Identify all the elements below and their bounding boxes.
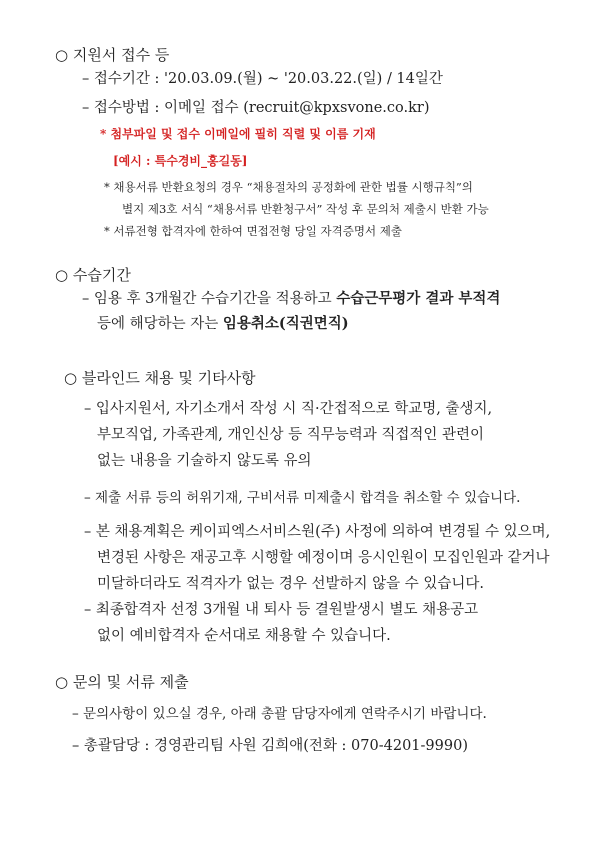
contact-line1: – 문의사항이 있으실 경우, 아래 총괄 담당자에게 연락주시기 바랍니다. xyxy=(72,706,487,722)
probation-line2-text: 등에 해당하는 자는 xyxy=(97,316,223,332)
blind-item4-line1: – 최종합격자 선정 3개월 내 퇴사 등 결원발생시 별도 채용공고 xyxy=(84,602,479,618)
certificate-note: * 서류전형 합격자에 한하여 면접전형 당일 자격증명서 제출 xyxy=(104,224,402,238)
return-note-line1: * 채용서류 반환요청의 경우 “채용절차의 공정화에 관한 법률 시행규칙”의 xyxy=(104,180,473,194)
blind-item1-line2: 부모직업, 가족관계, 개인신상 등 직무능력과 직접적인 관련이 xyxy=(97,427,485,443)
section-heading-receipt: ○ 지원서 접수 등 xyxy=(55,46,170,64)
blind-item1-line1: – 입사지원서, 자기소개서 작성 시 직·간접적으로 학교명, 출생지, xyxy=(84,401,493,417)
blind-item3-line2: 변경된 사항은 재공고후 시행할 예정이며 응시인원이 모집인원과 같거나 xyxy=(97,550,550,566)
return-note-line2: 별지 제3호 서식 “채용서류 반환청구서” 작성 후 문의처 제출시 반환 가능 xyxy=(122,202,489,216)
probation-line2 xyxy=(97,315,349,333)
blind-item2: – 제출 서류 등의 허위기재, 구비서류 미제출시 합격을 취소할 수 있습니다. xyxy=(84,490,521,506)
blind-item3-line1: – 본 채용계획은 케이피엑스서비스원(주) 사정에 의하여 변경될 수 있으며, xyxy=(84,524,551,540)
probation-line1-emphasis: 수습근무평가 결과 부적격 xyxy=(336,290,501,307)
receipt-method: – 접수방법 : 이메일 접수 (recruit@kpxsvone.co.kr) xyxy=(82,100,430,116)
receipt-period: – 접수기간 : '20.03.09.(월) ~ '20.03.22.(일) / 14일간 xyxy=(82,71,443,87)
section-heading-probation: ○ 수습기간 xyxy=(55,266,131,284)
section-heading-contact: ○ 문의 및 서류 제출 xyxy=(55,673,189,691)
attachment-notice: * 첨부파일 및 접수 이메일에 필히 직렬 및 이름 기재 xyxy=(100,127,376,141)
probation-line1-text: – 임용 후 3개월간 수습기간을 적용하고 xyxy=(82,291,337,307)
blind-item3-line3: 미달하더라도 적격자가 없는 경우 선발하지 않을 수 있습니다. xyxy=(97,576,485,592)
section-heading-blind: ○ 블라인드 채용 및 기타사항 xyxy=(64,369,256,387)
attachment-example: [예시 : 특수경비_홍길동] xyxy=(113,154,248,168)
contact-line2: – 총괄담당 : 경영관리팀 사원 김희애(전화 : 070-4201-9990) xyxy=(72,738,468,754)
blind-item1-line3: 없는 내용을 기술하지 않도록 유의 xyxy=(97,453,312,469)
probation-line1 xyxy=(82,290,500,308)
probation-line2-emphasis: 임용취소(직권면직) xyxy=(222,315,349,332)
blind-item4-line2: 없이 예비합격자 순서대로 채용할 수 있습니다. xyxy=(97,628,391,644)
